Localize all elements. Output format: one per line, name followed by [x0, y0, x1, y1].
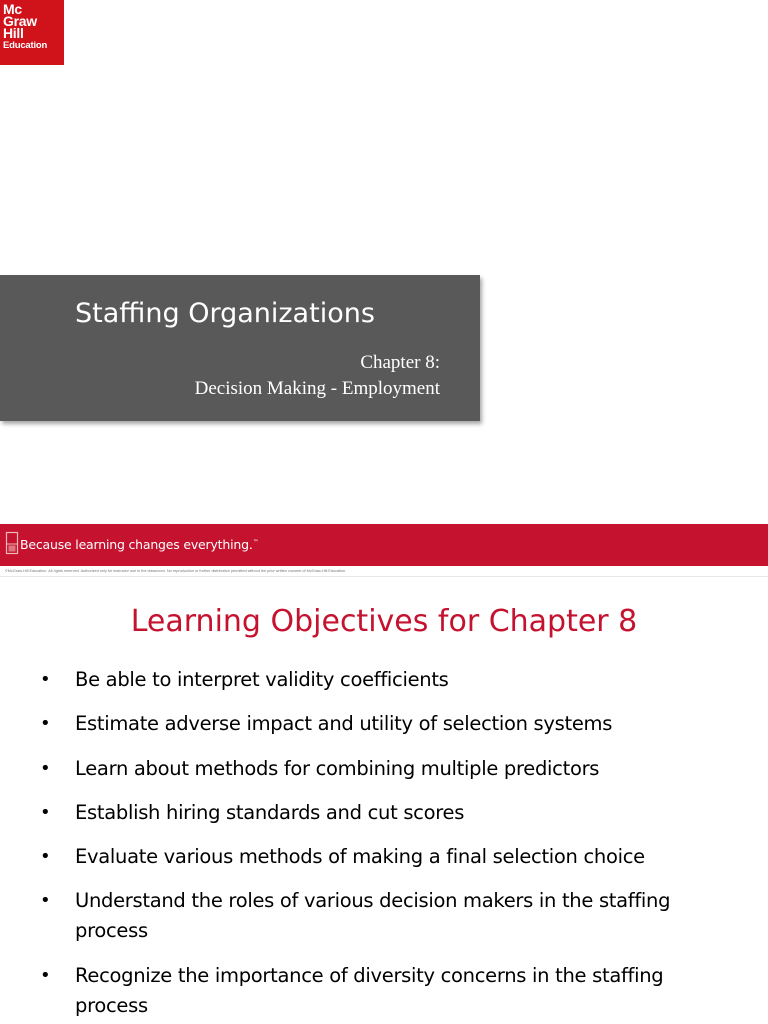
slide-title: Staffing Organizations	[75, 298, 375, 329]
objective-text: Recognize the importance of diversity concerns in the staffing process	[75, 964, 664, 1017]
tagline-text: Because learning changes everything.	[20, 537, 253, 552]
logo-line-1: Mc	[3, 1, 22, 17]
trademark-mark: ™	[252, 538, 259, 546]
objective-item	[40, 961, 740, 1021]
objective-item	[40, 665, 740, 695]
bullet-icon: •	[40, 758, 51, 779]
objective-item	[40, 754, 740, 784]
objective-text: Learn about methods for combining multiple predictors	[75, 757, 600, 780]
objective-text: Understand the roles of various decision makers in the staffing process	[75, 889, 671, 942]
bullet-icon: •	[40, 669, 51, 690]
objective-item	[40, 842, 740, 872]
logo-line-4: Education	[3, 40, 48, 51]
objective-text: Estimate adverse impact and utility of selection systems	[75, 712, 613, 735]
bullet-icon: •	[40, 846, 51, 867]
mcgraw-hill-logo	[0, 0, 64, 65]
bullet-icon: •	[40, 890, 51, 911]
chapter-subtitle: Decision Making - Employment	[194, 378, 440, 399]
logo-line-3: Hill	[3, 25, 24, 41]
objective-item	[40, 886, 740, 946]
objective-item	[40, 798, 740, 828]
bullet-icon: •	[40, 802, 51, 823]
chapter-label: Chapter 8:	[360, 352, 440, 373]
copyright-notice: ©McGraw-Hill Education. All rights reserved. Authorized only for instructor use in the classroom. No reproduction or further distribution permitted without the prior written consent of McGraw-Hill Education.	[5, 569, 347, 573]
objective-item	[40, 709, 740, 739]
objective-text: Be able to interpret validity coefficients	[75, 668, 449, 691]
tagline	[20, 537, 258, 552]
objectives-title: Learning Objectives for Chapter 8	[130, 604, 638, 639]
bullet-icon: •	[40, 965, 51, 986]
bullet-icon: •	[40, 713, 51, 734]
logo-line-2: Graw	[3, 13, 37, 29]
book-icon	[5, 531, 19, 555]
objective-text: Evaluate various methods of making a final selection choice	[75, 845, 645, 868]
objective-text: Establish hiring standards and cut scores	[75, 801, 465, 824]
slide-divider	[0, 576, 768, 577]
